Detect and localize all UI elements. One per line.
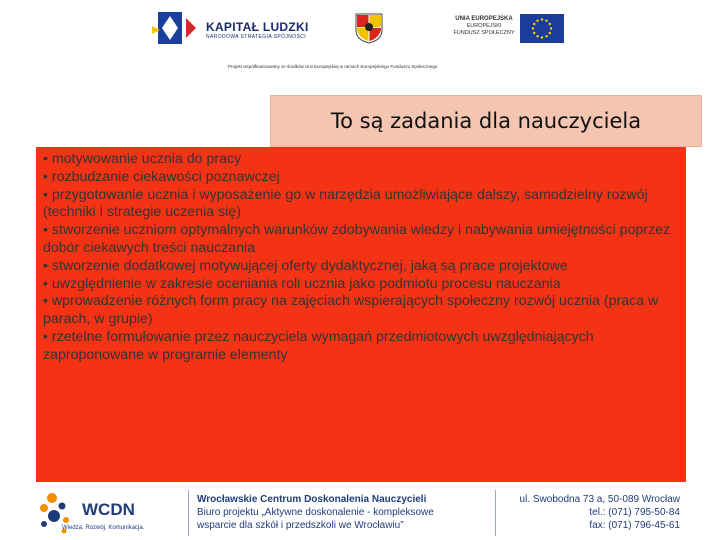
logo-subtitle: NARODOWA STRATEGIA SPÓJNOŚCI <box>206 34 307 40</box>
coat-of-arms-icon <box>354 12 384 44</box>
center-info <box>197 493 434 532</box>
content-panel <box>36 147 686 482</box>
kapital-ludzki-logo <box>152 8 200 48</box>
wcdn-tagline: Wiedza. Rozwój. Komunikacja. <box>62 525 145 531</box>
list-item: • rozbudzanie ciekawości poznawczej <box>43 168 280 185</box>
eu-label-line2: EUROPEJSKI <box>466 23 502 29</box>
wcdn-logo-text: WCDN <box>82 500 135 519</box>
phone: tel.: (071) 795-50-84 <box>589 507 680 518</box>
task-list <box>43 151 683 365</box>
list-item: • stworzenie uczniom optymalnych warunków zdobywania wiedzy i nabywania umiejętności poprzez dobór ciekawych treści nauczania <box>43 222 671 256</box>
eu-label-line3: FUNDUSZ SPOŁECZNY <box>453 30 515 36</box>
list-item: • uwzględnienie w zakresie oceniania roli ucznia jako podmiotu procesu nauczania <box>43 275 561 292</box>
list-item: • wprowadzenie różnych form pracy na zajęciach wspierających społeczny rozwój ucznia (praca w parach, w grupie) <box>43 293 659 328</box>
list-item: • przygotowanie ucznia i wyposażenie go w narzędzia umożliwiające dalszy, samodzielny rozwój (techniki i strategie uczenia się) <box>43 186 648 221</box>
title-banner <box>270 95 702 147</box>
project-funding-note: Projekt współfinansowany ze środków Unii Europejskiej w ramach Europejskiego Funduszu Społecznego <box>228 64 438 69</box>
project-office-line1: Biuro projektu „Aktywne doskonalenie - kompleksowe <box>197 507 434 518</box>
eu-label <box>451 16 517 37</box>
list-item: • rzetelne formułowanie przez nauczyciela wymagań przedmiotowych uwzględniających zaproponowane w programie elementy <box>43 328 594 363</box>
header-logos <box>0 0 720 80</box>
page-title: To są zadania dla nauczyciela <box>330 109 642 133</box>
address: ul. Swobodna 73 a, 50-089 Wrocław <box>519 494 680 505</box>
list-item: • motywowanie ucznia do pracy <box>43 151 242 167</box>
center-name: Wrocławskie Centrum Doskonalenia Nauczycieli <box>197 494 427 505</box>
footer-divider <box>188 490 189 536</box>
contact-info <box>500 493 680 532</box>
fax: fax: (071) 796-45-61 <box>589 520 680 531</box>
list-item: • stworzenie dodatkowej motywującej oferty dydaktycznej, jaką są prace projektowe <box>43 257 568 274</box>
eu-label-line1: UNIA EUROPEJSKA <box>455 16 513 22</box>
eu-flag-icon <box>520 14 564 43</box>
footer-divider <box>495 490 496 536</box>
project-office-line2: wsparcie dla szkół i przedszkoli we Wrocławiu” <box>197 520 404 531</box>
logo-title: KAPITAŁ LUDZKI <box>206 20 309 34</box>
footer <box>0 482 720 540</box>
